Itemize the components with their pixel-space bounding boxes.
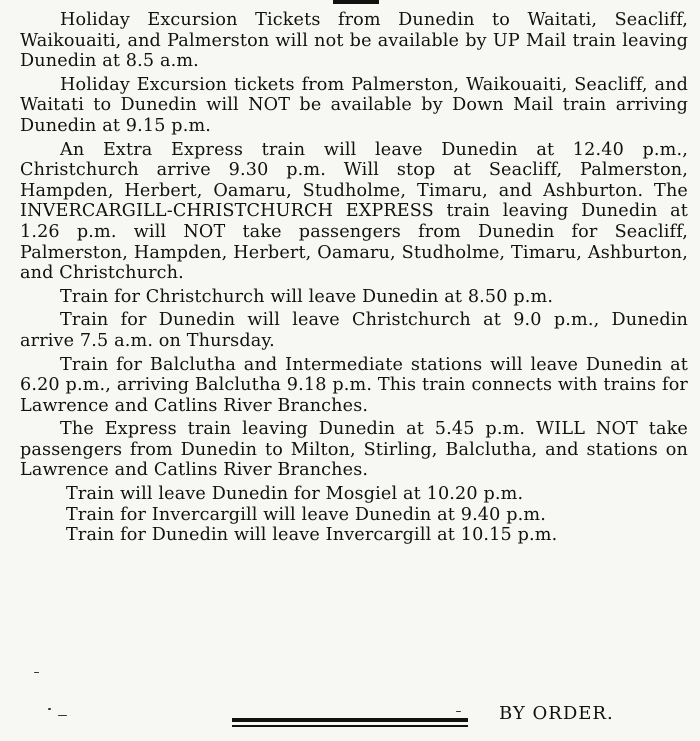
notice-paragraph-8: Train will leave Dunedin for Mosgiel at 10.20 p.m. [66,484,524,505]
notice-paragraph-9: Train for Invercargill will leave Dunedin at 9.40 p.m. [66,504,546,525]
footer-rule-thin [232,725,468,727]
print-speck [34,672,39,673]
print-speck [456,711,461,712]
notice-paragraph-3: An Extra Express train will leave Dunedin at 12.40 p.m., Christchurch arrive 9.30 p.m. Will stop at Seacliff, Palmerston, Hampden, Herbert, Oamaru, Studholme, Timaru, and Ashburton. The INVERCARGILL-CHRISTCHURCH EXPRESS train leaving Dunedin at 1.26 p.m. will NOT take passengers from Dunedin for Seacliff, Palmerston, Hampden, Herbert, Oamaru, Studholme, Timaru, Ashburton, and Christchurch. [20,139,688,284]
railway-notice-article [20,10,688,546]
notice-paragraph-7: The Express train leaving Dunedin at 5.45 p.m. WILL NOT take passengers from Dunedin to Milton, Stirling, Balclutha, and stations on Lawrence and Catlins River Branches. [20,419,688,481]
notice-paragraph-6: Train for Balclutha and Intermediate stations will leave Dunedin at 6.20 p.m., arriving Balclutha 9.18 p.m. This train connects with trains for Lawrence and Catlins River Branches. [20,354,688,416]
notice-paragraph-1: Holiday Excursion Tickets from Dunedin to Waitati, Seacliff, Waikouaiti, and Palmerston will not be available by UP Mail train leaving Dunedin at 8.5 a.m. [20,10,688,72]
top-rule [333,0,379,4]
print-speck [48,708,51,710]
print-speck [58,715,67,716]
signature-by-order: BY ORDER. [499,703,614,724]
footer-double-rule [232,718,468,728]
notice-paragraph-2: Holiday Excursion tickets from Palmerston, Waikouaiti, Seacliff, and Waitati to Dunedin will NOT be available by Down Mail train arriving Dunedin at 9.15 p.m. [20,74,688,136]
notice-paragraph-5: Train for Dunedin will leave Christchurch at 9.0 p.m., Dunedin arrive 7.5 a.m. on Thursday. [20,310,688,351]
notice-paragraph-10: Train for Dunedin will leave Invercargill at 10.15 p.m. [66,525,558,546]
footer-rule-thick [232,718,468,722]
notice-paragraph-4: Train for Christchurch will leave Dunedin at 8.50 p.m. [60,286,554,307]
